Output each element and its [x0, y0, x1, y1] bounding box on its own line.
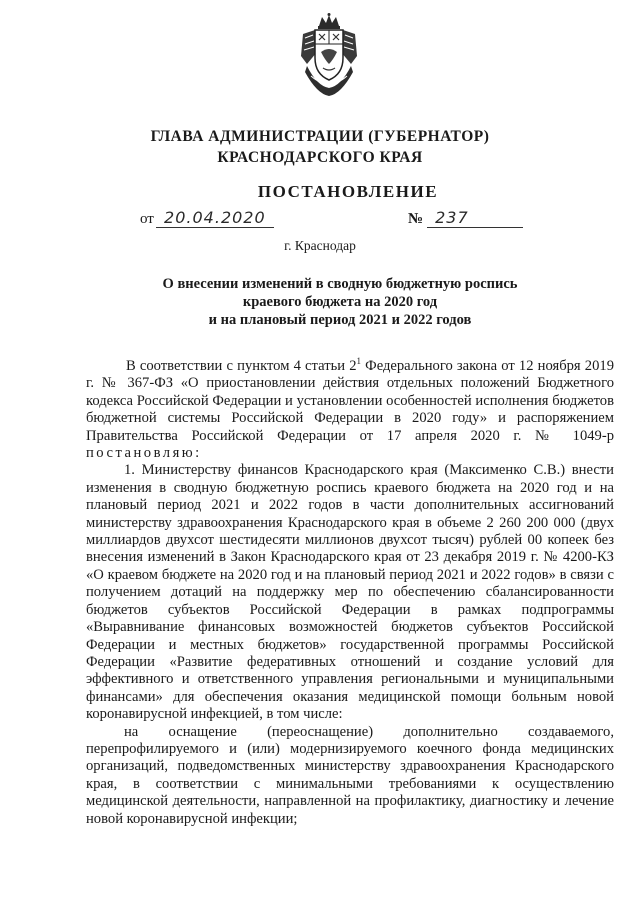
preamble-paragraph: [86, 358, 614, 462]
document-title: [0, 275, 640, 329]
document-type: ПОСТАНОВЛЕНИЕ: [257, 182, 439, 201]
preamble-text-b: Федерального закона от 12 ноября 2019 г. № 367-ФЗ «О приостановлении действия отдельных положений Бюджетного кодекса Российской Федерации и установлении особенностей исполнения бюджетов бюджетной системы Российской Федерации в 2020 году» и распоряжением Правительства Российской Федерации от 17 апреля 2020 г. № 1049-р: [86, 358, 614, 444]
document-number: 237: [427, 208, 523, 228]
title-line-3: и на плановый период 2021 и 2022 годов: [208, 312, 472, 328]
preamble-superscript: 1: [356, 356, 361, 367]
city: г. Краснодар: [284, 238, 356, 253]
issuer-region: КРАСНОДАРСКОГО КРАЯ: [217, 149, 423, 166]
number-prefix: №: [408, 211, 424, 227]
resolve-word: постановляю:: [86, 445, 202, 462]
document-body: [86, 358, 614, 828]
issuer-title: ГЛАВА АДМИНИСТРАЦИИ (ГУБЕРНАТОР): [150, 128, 490, 145]
title-line-1: О внесении изменений в сводную бюджетную роспись: [162, 276, 518, 292]
coat-of-arms-icon: [297, 12, 361, 98]
clause-1-subitem: на оснащение (переоснащение) дополнительно создаваемого, перепрофилируемого и (или) модернизируемого коечного фонда медицинских организаций, подведомственных министерству здравоохранения Краснодарского края, в соответствии с минимальными требованиями к осуществлению медицинской деятельности, направленной на профилактику, диагностику и лечение новой коронавирусной инфекции;: [86, 723, 614, 827]
date-prefix: от: [140, 211, 154, 227]
clause-1-paragraph: 1. Министерству финансов Краснодарского края (Максименко С.В.) внести изменения в сводную бюджетную роспись краевого бюджета на 2020 год и на плановый период 2021 и 2022 годов в части дополнительных ассигнований министерству здравоохранения Краснодарского края в объеме 2 260 200 000 (двух миллиардов двухсот шестидесяти миллионов двухсот тысяч) рублей 00 копеек без внесения изменений в Закон Краснодарского края от 23 декабря 2019 г. № 4200-КЗ «О краевом бюджете на 2020 год и на плановый период 2021 и 2022 годов» в связи с получением дотаций на поддержку мер по обеспечению сбалансированности бюджетов субъектов Российской Федерации в рамках подпрограммы «Выравнивание финансовых возможностей бюджетов субъектов Российской Федерации и местных бюджетов» государственной программы Российской Федерации «Развитие федеративных отношений и создание условий для эффективного и ответственного управления региональными и муниципальными финансами» для обеспечения оказания медицинской помощи больным новой коронавирусной инфекцией, в том числе:: [86, 462, 614, 723]
preamble-text-a: В соответствии с пунктом 4 статьи 2: [126, 358, 357, 374]
document-date: 20.04.2020: [156, 208, 274, 228]
title-line-2: краевого бюджета на 2020 год: [242, 294, 438, 310]
date-line: [140, 208, 274, 228]
number-line: [408, 208, 523, 228]
